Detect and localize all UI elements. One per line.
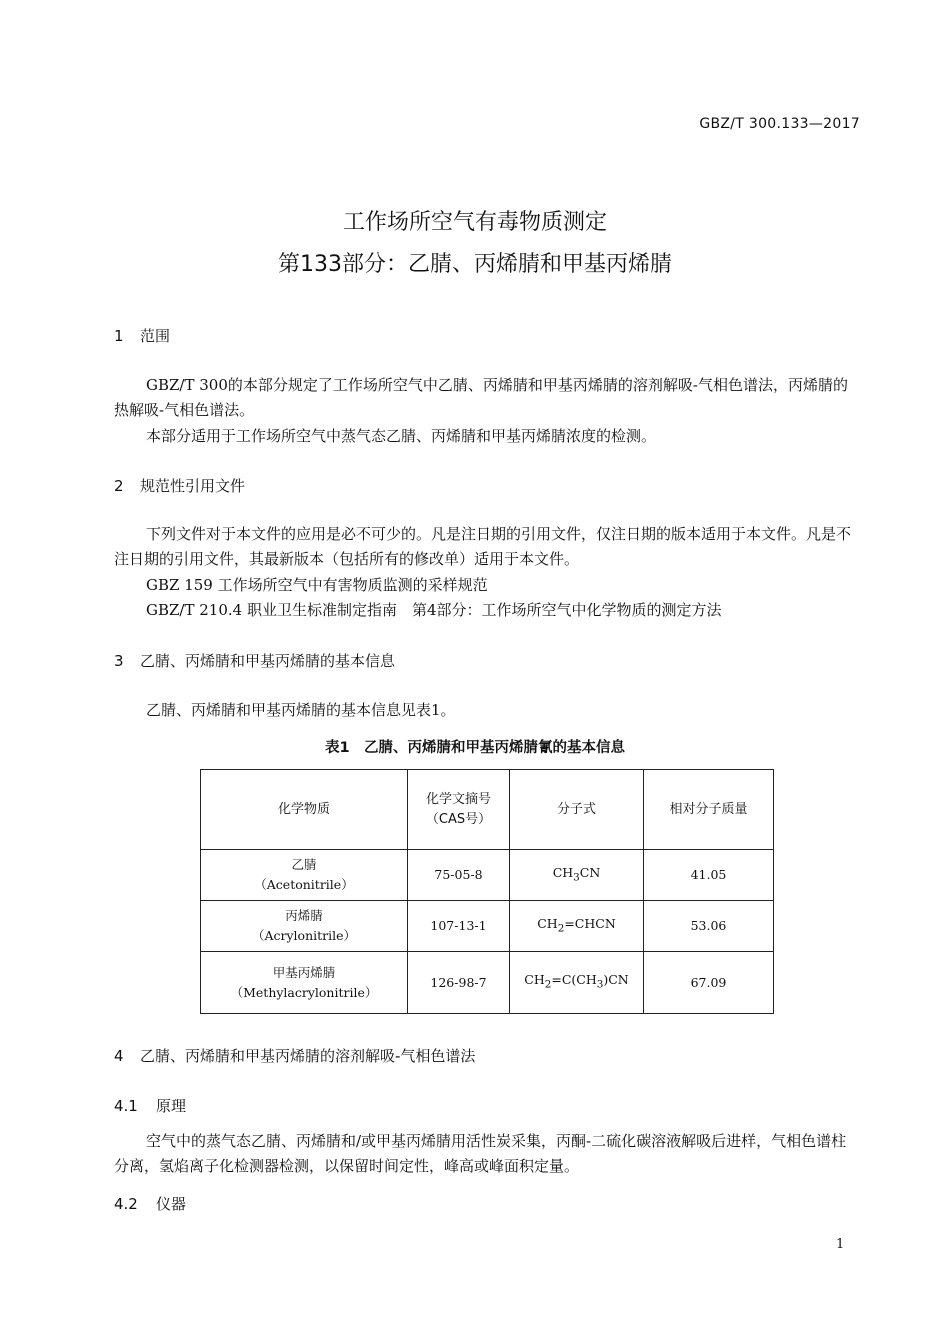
- header-substance: 化学物质: [201, 770, 408, 850]
- substance-name: 甲基丙烯腈: [272, 964, 336, 980]
- table-caption: 表1 乙腈、丙烯腈和甲基丙烯腈氰的基本信息: [324, 740, 626, 756]
- section-1-paragraph-2: 本部分适用于工作场所空气中蒸气态乙腈、丙烯腈和甲基丙烯腈浓度的检测。: [146, 427, 657, 445]
- section-title: 乙腈、丙烯腈和甲基丙烯腈的基本信息: [140, 652, 396, 670]
- section-2-paragraph-1: 下列文件对于本文件的应用是必不可少的。凡是注日期的引用文件，仅注日期的版本适用于本文件。凡是不注日期的引用文件，其最新版本（包括所有的修改单）适用于本文件。: [114, 525, 852, 568]
- cell-mass: 41.05: [644, 850, 774, 901]
- cell-formula: $CH_2=CHCN$: [510, 901, 644, 952]
- cell-substance: [201, 901, 408, 952]
- section-title: 规范性引用文件: [140, 477, 246, 495]
- section-4-heading: [114, 1045, 475, 1066]
- section-1-paragraph-1: GBZ/T 300的本部分规定了工作场所空气中乙腈、丙烯腈和甲基丙烯腈的溶剂解吸-气相色谱法，丙烯腈的热解吸-气相色谱法。: [114, 376, 848, 419]
- subsection-number: 4.2: [114, 1195, 138, 1213]
- substance-name-en: （Methylacrylonitrile）: [230, 984, 378, 1000]
- document-title-line1: 工作场所空气有毒物质测定: [342, 210, 607, 235]
- cell-cas: 107-13-1: [408, 901, 510, 952]
- cell-formula: $CH_3CN$: [510, 850, 644, 901]
- substance-name: 丙烯腈: [285, 908, 323, 923]
- section-1-heading: [114, 325, 170, 346]
- header-cas-line1: 化学文摘号: [425, 791, 491, 807]
- cell-substance: [201, 850, 408, 901]
- cell-substance: [201, 952, 408, 1014]
- document-title-line2: 第133部分：乙腈、丙烯腈和甲基丙烯腈: [278, 252, 672, 277]
- subsection-4-2-heading: [114, 1193, 186, 1214]
- standard-code: GBZ/T 300.133—2017: [699, 116, 860, 132]
- cell-mass: 53.06: [644, 901, 774, 952]
- header-cas-line2: （CAS号）: [425, 811, 492, 827]
- subsection-title: 原理: [156, 1097, 187, 1115]
- section-2-heading: [114, 475, 245, 496]
- table-header-row: [201, 770, 774, 850]
- reference-2: GBZ/T 210.4 职业卫生标准制定指南 第4部分：工作场所空气中化学物质的测定方法: [146, 601, 722, 619]
- basic-info-table: [200, 769, 774, 1014]
- header-cas: [408, 770, 510, 850]
- subsection-4-1-heading: [114, 1095, 186, 1116]
- page-number: 1: [836, 1237, 845, 1252]
- table-row: [201, 850, 774, 901]
- cell-cas: 75-05-8: [408, 850, 510, 901]
- header-mass: 相对分子质量: [644, 770, 774, 850]
- section-number: 1: [114, 327, 124, 345]
- table-row: [201, 901, 774, 952]
- cell-formula: $CH_2=C(CH_3)CN$: [510, 952, 644, 1014]
- reference-1: GBZ 159 工作场所空气中有害物质监测的采样规范: [146, 576, 488, 594]
- section-number: 2: [114, 477, 124, 495]
- section-4-1-paragraph: 空气中的蒸气态乙腈、丙烯腈和/或甲基丙烯腈用活性炭采集，丙酮-二硫化碳溶液解吸后进样，气相色谱柱分离，氢焰离子化检测器检测，以保留时间定性，峰高或峰面积定量。: [114, 1132, 847, 1175]
- substance-name-en: （Acrylonitrile）: [251, 928, 357, 943]
- cell-mass: 67.09: [644, 952, 774, 1014]
- substance-name-en: （Acetonitrile）: [254, 877, 354, 892]
- section-title: 范围: [140, 327, 171, 345]
- section-3-paragraph-1: 乙腈、丙烯腈和甲基丙烯腈的基本信息见表1。: [146, 701, 456, 719]
- section-number: 4: [114, 1047, 124, 1065]
- header-formula: 分子式: [510, 770, 644, 850]
- section-title: 乙腈、丙烯腈和甲基丙烯腈的溶剂解吸-气相色谱法: [140, 1047, 476, 1065]
- table-row: [201, 952, 774, 1014]
- subsection-title: 仪器: [156, 1195, 187, 1213]
- substance-name: 乙腈: [291, 857, 317, 872]
- subsection-number: 4.1: [114, 1097, 138, 1115]
- cell-cas: 126-98-7: [408, 952, 510, 1014]
- section-number: 3: [114, 652, 124, 670]
- section-3-heading: [114, 650, 395, 671]
